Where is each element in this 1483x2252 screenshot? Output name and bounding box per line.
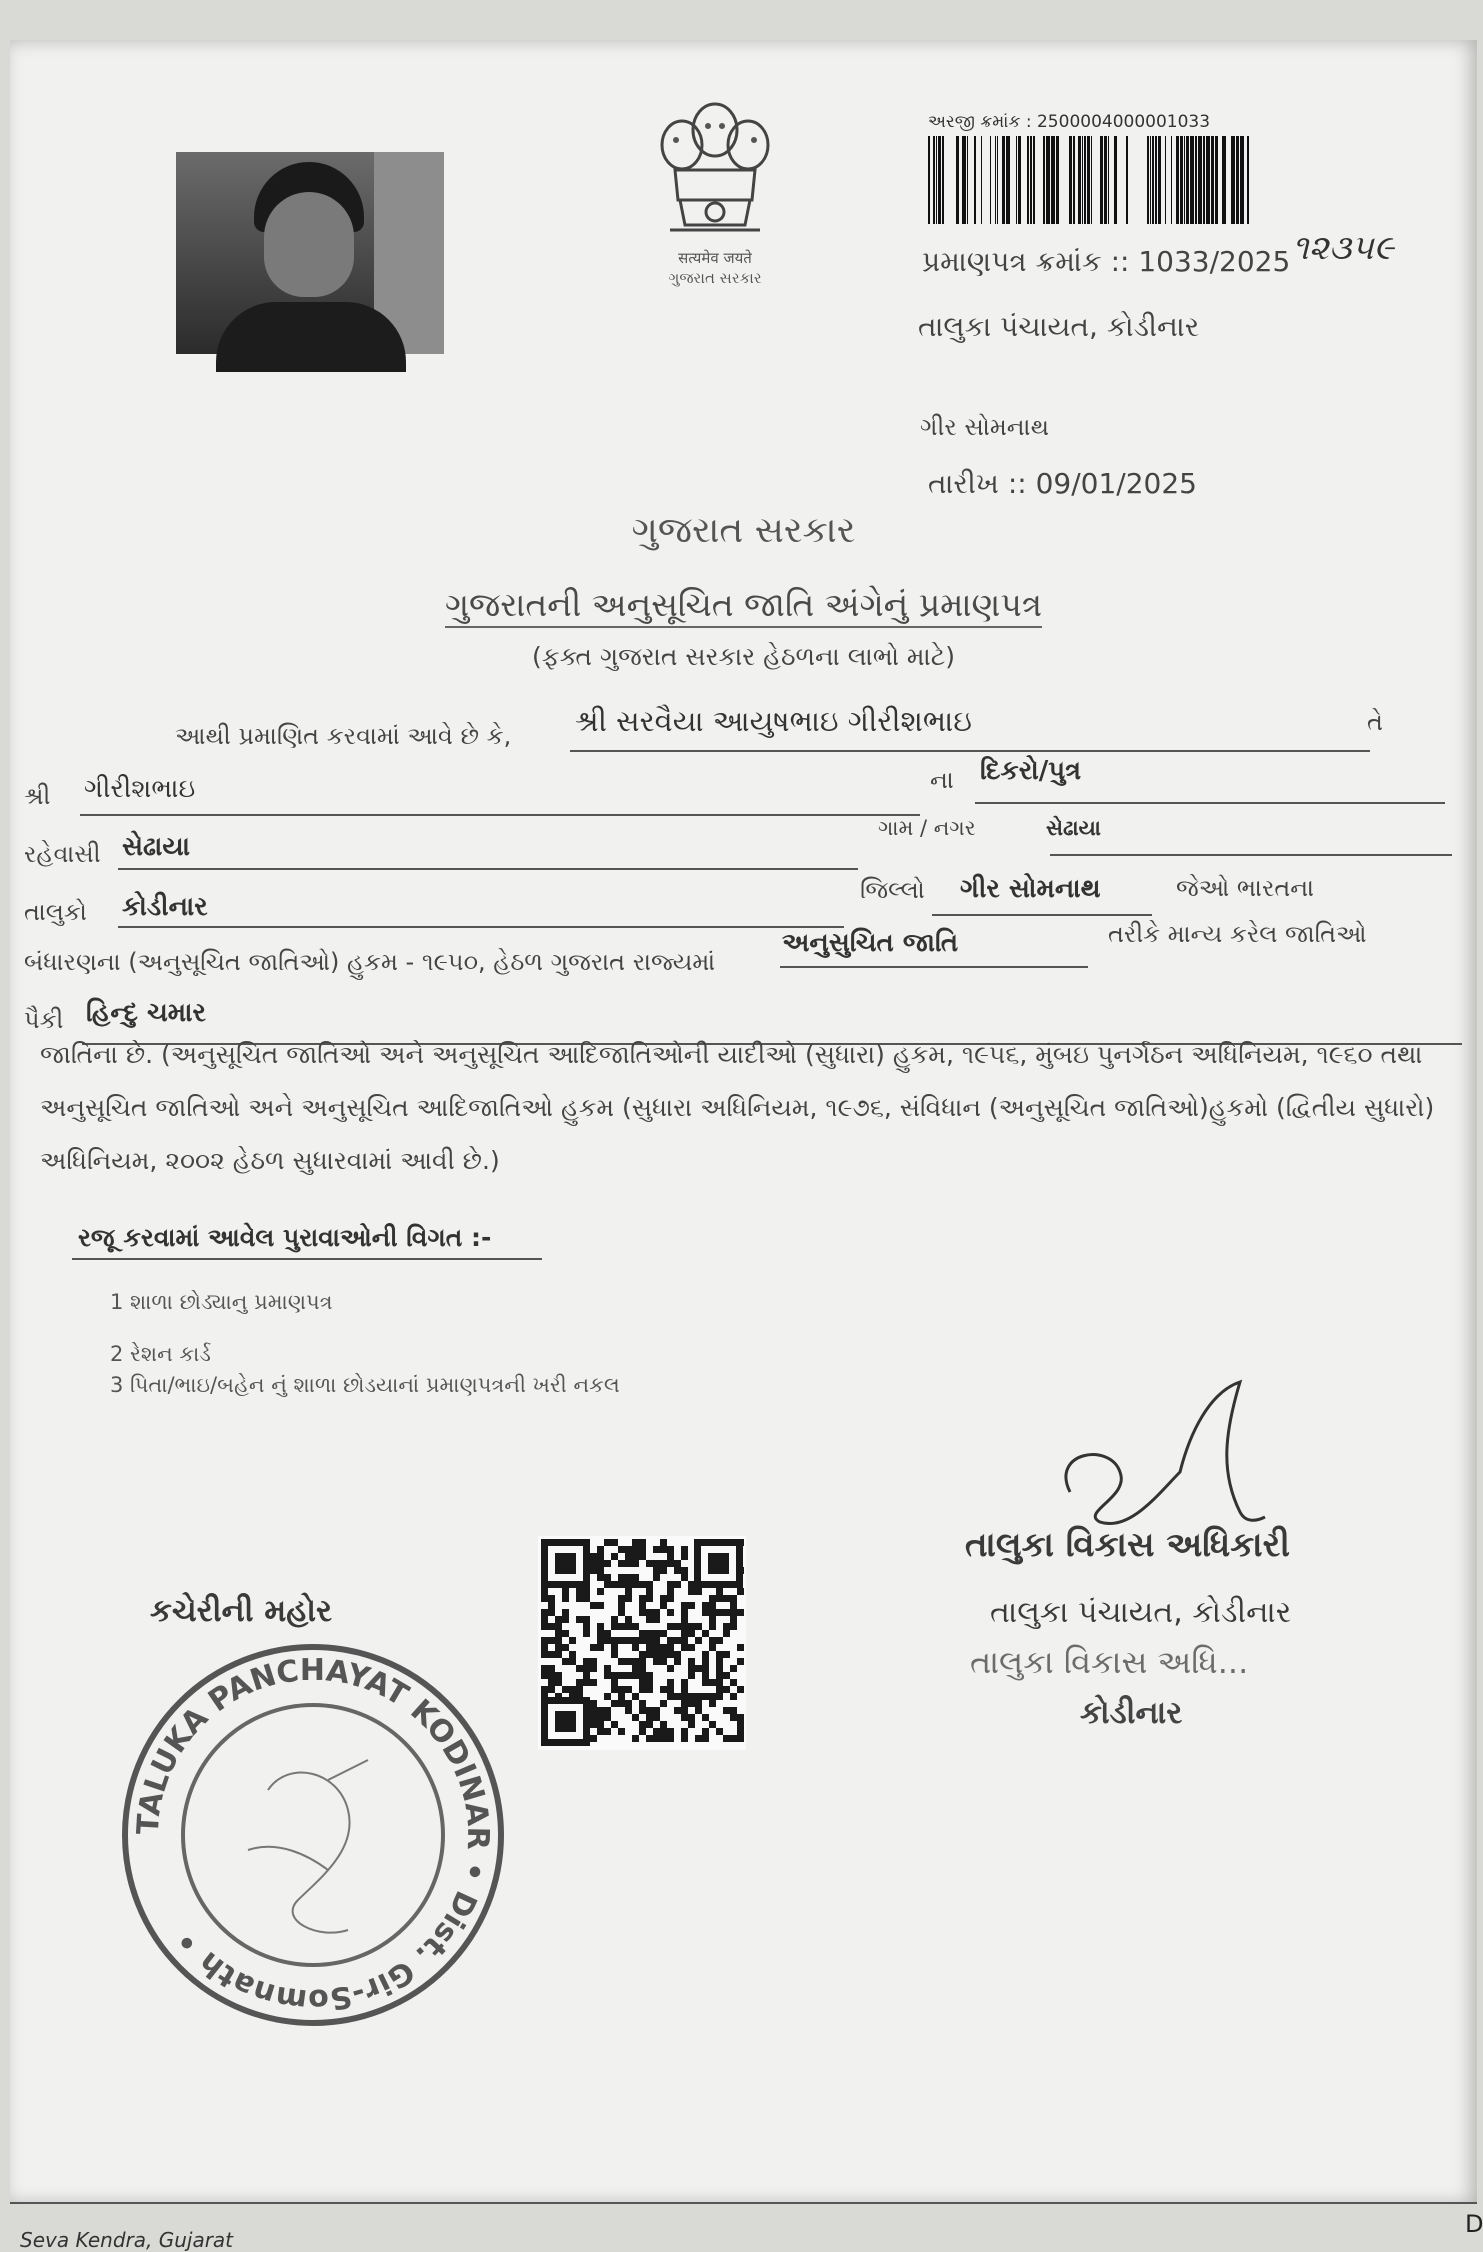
taluka-value: કોડીનાર <box>122 892 208 922</box>
footer-text: Seva Kendra, Gujarat <box>20 2228 234 2252</box>
issuing-office: તાલુકા પંચાયત, કોડીનાર <box>918 310 1200 343</box>
signatory-stamp-title: તાલુકા વિકાસ અધિ... <box>970 1643 1249 1681</box>
application-number: અરજી ક્રમાંક : 2500004000001033 <box>928 112 1211 132</box>
certificate-number: પ્રમાણપત્ર ક્રમાંક :: 1033/2025 <box>922 245 1291 278</box>
father-name: ગીરીશભાઇ <box>84 774 196 804</box>
emblem-motto: सत्यमेव जयते <box>678 249 752 267</box>
signatory-stamp-place: કોડીનાર <box>1080 1695 1183 1731</box>
office-seal-label: કચેરીની મહોર <box>150 1593 333 1629</box>
emblem-government: ગુજરાત સરકાર <box>668 269 762 287</box>
issuing-district: ગીર સોમનાથ <box>920 413 1049 441</box>
among-label: પૈકી <box>24 1006 64 1034</box>
shri-label: શ્રી <box>24 782 51 810</box>
india-text: જેઓ ભારતના <box>1176 874 1315 902</box>
constitution-text: બંધારણના (અનુસૂચિત જાતિઓ) હુકમ - ૧૯૫૦, હેઠળ ગુજરાત રાજ્યમાં <box>24 948 716 976</box>
qr-code <box>538 1536 746 1750</box>
resident-value: સેઢાયા <box>122 832 191 862</box>
certificate-subject <box>10 585 1477 625</box>
certificate-sheet <box>10 40 1483 2252</box>
applicant-name: શ્રી સરવૈયા આયુષભાઇ ગીરીશભાઇ <box>575 704 972 738</box>
recognized-text: તરીકે માન્ય કરેલ જાતિઓ <box>1108 920 1367 948</box>
handwritten-number: ૧૨૩૫૯ <box>1292 228 1394 268</box>
document-item: 3 પિતા/ભાઇ/બહેન નું શાળા છોડયાનાં પ્રમાણપત્રની ખરી નકલ <box>110 1373 620 1397</box>
applicant-photo <box>176 152 444 354</box>
certify-text: આથી પ્રમાણિત કરવામાં આવે છે કે, <box>175 722 512 750</box>
emblem-caption <box>640 248 790 288</box>
na-text: ના <box>930 766 954 794</box>
documents-heading: રજૂ કરવામાં આવેલ પુરાવાઓની વિગત :- <box>78 1223 492 1252</box>
legal-paragraph: જાતિના છે. (અનુસૂચિત જાતિઓ અને અનુસૂચિત આદિજાતિઓની યાદીઓ (સુધારા) હુકમ, ૧૯૫૬, મુંબઇ પુનર્ગઠન અધિનિયમ, ૧૯૬૦ તથા અનુસૂચિત જાતિઓ અને અનુસૂચિત આદિજાતિઓ હુકમ (સુધારા અધિનિયમ, ૧૯૭૬, સંવિધાન (અનુસૂચિત જાતિઓ)હુકમો (દ્વિતીય સુધારો) અધિનિયમ, ૨૦૦૨ હેઠળ સુધારવામાં આવી છે.) <box>40 1040 1435 1175</box>
taluka-label: તાલુકો <box>24 898 87 926</box>
relation-value: દિકરો/પુત્ર <box>980 756 1082 786</box>
document-item: 1 શાળા છોડ્યાનુ પ્રમાણપત્ર <box>110 1290 333 1314</box>
seal-ring-text: TALUKA PANCHAYAT KODINAR • Dist. Gir-Somnath • <box>130 1652 496 2018</box>
document-item: 2 રેશન કાર્ડ <box>110 1342 211 1366</box>
village-value: સેઢાયા <box>1046 816 1101 840</box>
certificate-subject-text: ગુજરાતની અનુસૂચિત જાતિ અંગેનું પ્રમાણપત્ર <box>445 585 1042 628</box>
signatory-title: તાલુકા વિકાસ અધિકારી <box>965 1525 1290 1565</box>
village-label: ગામ / નગર <box>878 816 976 840</box>
resident-label: રહેવાસી <box>24 840 101 868</box>
footer-rule <box>10 2202 1477 2204</box>
barcode <box>928 136 1254 224</box>
svg-text:TALUKA PANCHAYAT KODINAR • Dis <box>131 1653 495 2018</box>
caste-value: હિન્દુ ચમાર <box>86 998 206 1028</box>
category-value: અનુસુચિત જાતિ <box>782 928 959 958</box>
certificate-note: (ફક્ત ગુજરાત સરકાર હેઠળના લાભો માટે) <box>532 642 955 671</box>
issue-date: તારીખ :: 09/01/2025 <box>928 467 1197 500</box>
signatory-office: તાલુકા પંચાયત, કોડીનાર <box>990 1595 1292 1630</box>
office-seal <box>118 1640 508 2030</box>
district-value: ગીર સોમનાથ <box>960 874 1101 904</box>
te-text: તે <box>1367 708 1383 736</box>
district-label: જિલ્લો <box>860 876 925 904</box>
footer-corner: D <box>1465 2210 1483 2238</box>
government-title: ગુજરાત સરકાર <box>631 510 856 551</box>
